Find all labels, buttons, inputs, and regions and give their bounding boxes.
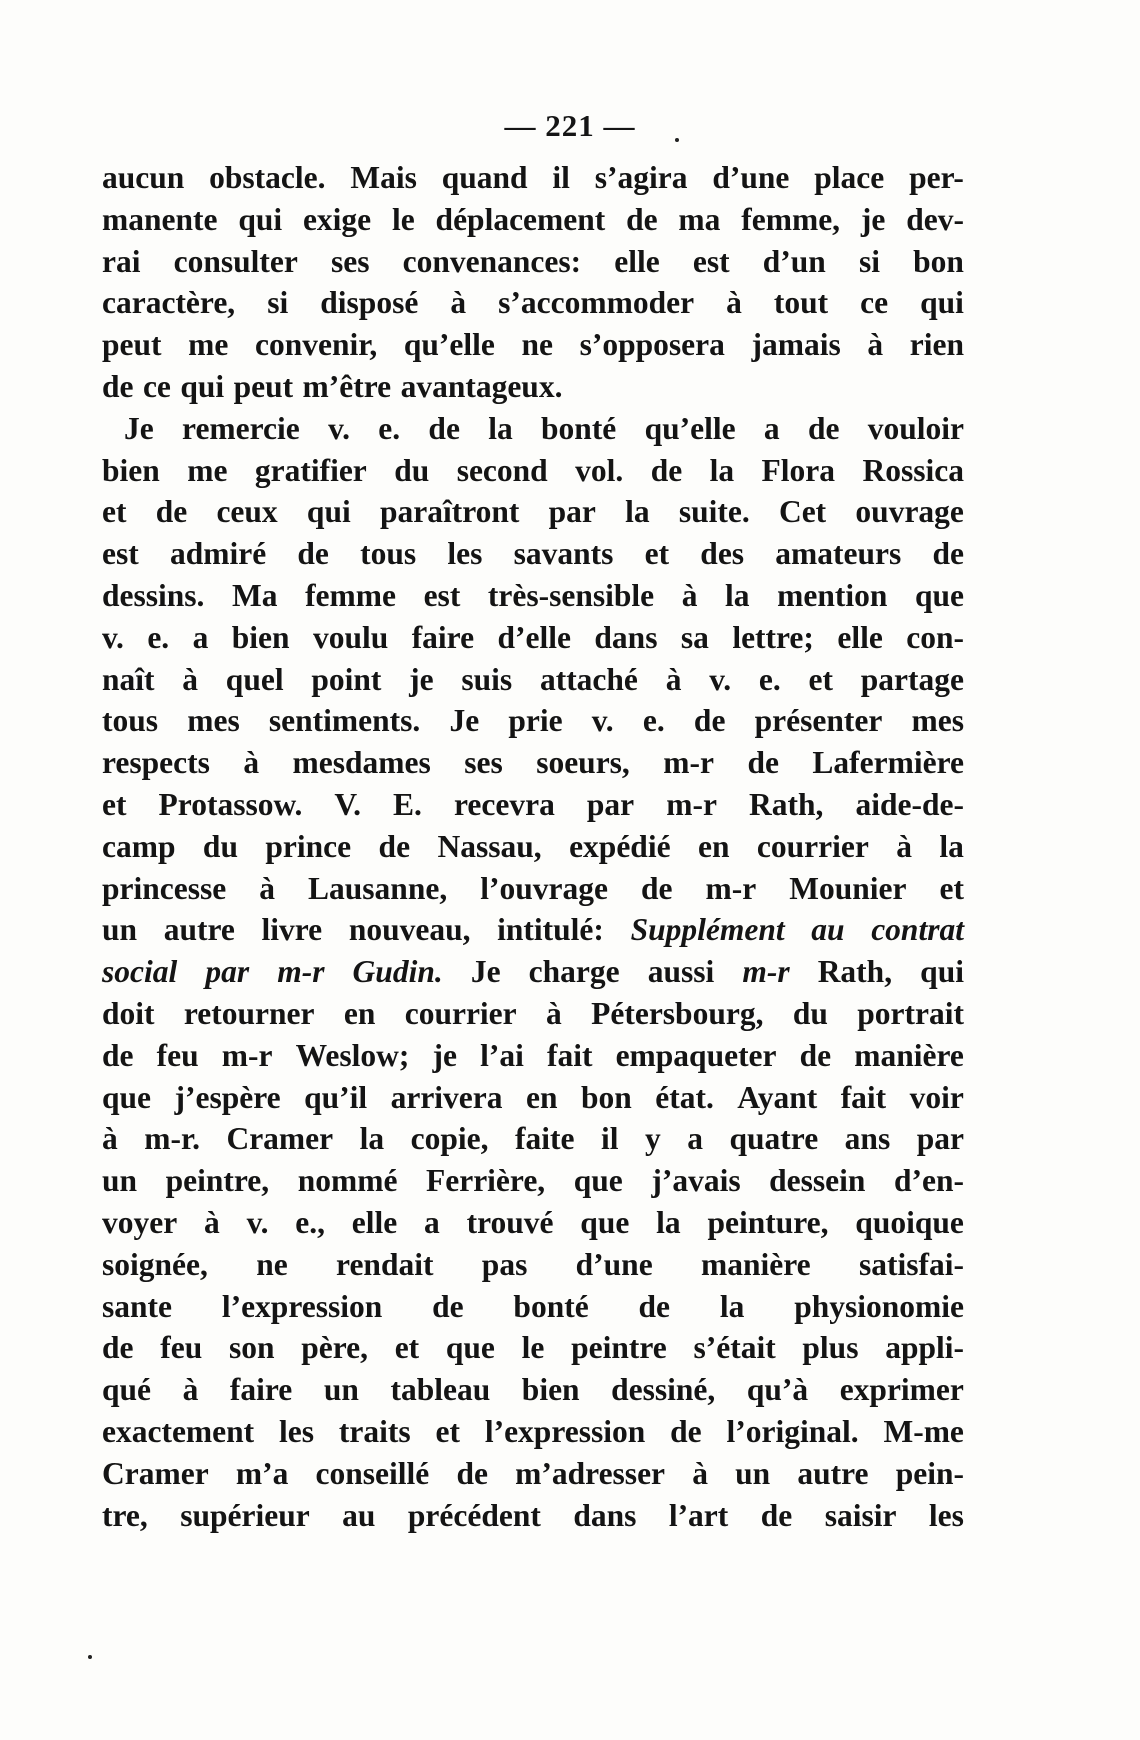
text-line: social par m-r Gudin. Je charge aussi m-r Rath, qui [102, 954, 964, 990]
text-line: manente qui exige le déplacement de ma femme, je dev- [102, 201, 964, 237]
text-line: de feu m-r Weslow; je l’ai fait empaqueter de manière [102, 1037, 964, 1073]
text-line: v. e. a bien voulu faire d’elle dans sa lettre; elle con- [102, 619, 964, 655]
speck-mark [88, 1655, 92, 1659]
text-line: un autre livre nouveau, intitulé: Supplément au contrat [102, 912, 964, 948]
text-line: et Protassow. V. E. recevra par m-r Rath, aide-de- [102, 786, 964, 822]
text-line: rai consulter ses convenances: elle est d’un si bon [102, 243, 964, 279]
text-line: camp du prince de Nassau, expédié en courrier à la [102, 828, 964, 864]
text-line: exactement les traits et l’expression de l’original. M-me [102, 1413, 964, 1449]
text-line: Cramer m’a conseillé de m’adresser à un autre pein- [102, 1455, 964, 1491]
text-line: et de ceux qui paraîtront par la suite. Cet ouvrage [102, 494, 964, 530]
text-line: qué à faire un tableau bien dessiné, qu’à exprimer [102, 1372, 964, 1408]
text-line: sante l’expression de bonté de la physionomie [102, 1288, 964, 1324]
text-line: à m-r. Cramer la copie, faite il y a quatre ans par [102, 1121, 964, 1157]
text-line: dessins. Ma femme est très-sensible à la mention que [102, 577, 964, 613]
speck-mark [675, 138, 679, 142]
text-line: soignée, ne rendait pas d’une manière satisfai- [102, 1246, 964, 1282]
text-line: est admiré de tous les savants et des amateurs de [102, 536, 964, 572]
text-line: voyer à v. e., elle a trouvé que la peinture, quoique [102, 1204, 964, 1240]
text-line: tre, supérieur au précédent dans l’art de saisir les [102, 1497, 964, 1533]
text-line: caractère, si disposé à s’accommoder à tout ce qui [102, 285, 964, 321]
text-line: de feu son père, et que le peintre s’était plus appli- [102, 1330, 964, 1366]
body-text [102, 157, 964, 1536]
text-line: Je remercie v. e. de la bonté qu’elle a de vouloir [124, 410, 964, 446]
text-line: aucun obstacle. Mais quand il s’agira d’une place per- [102, 160, 964, 195]
text-line: que j’espère qu’il arrivera en bon état. Ayant fait voir [102, 1079, 964, 1115]
text-line: princesse à Lausanne, l’ouvrage de m-r Mounier et [102, 870, 964, 906]
text-line: peut me convenir, qu’elle ne s’opposera jamais à rien [102, 327, 964, 363]
page-number: — 221 — [504, 108, 636, 143]
text-line: doit retourner en courrier à Pétersbourg, du portrait [102, 995, 964, 1031]
text-line: respects à mesdames ses soeurs, m-r de Lafermière [102, 745, 964, 781]
text-line: naît à quel point je suis attaché à v. e. et partage [102, 661, 964, 697]
text-line: bien me gratifier du second vol. de la Flora Rossica [102, 452, 964, 488]
text-line: de ce qui peut m’être avantageux. [102, 368, 563, 404]
text-line: un peintre, nommé Ferrière, que j’avais dessein d’en- [102, 1163, 964, 1199]
text-line: tous mes sentiments. Je prie v. e. de présenter mes [102, 703, 964, 739]
